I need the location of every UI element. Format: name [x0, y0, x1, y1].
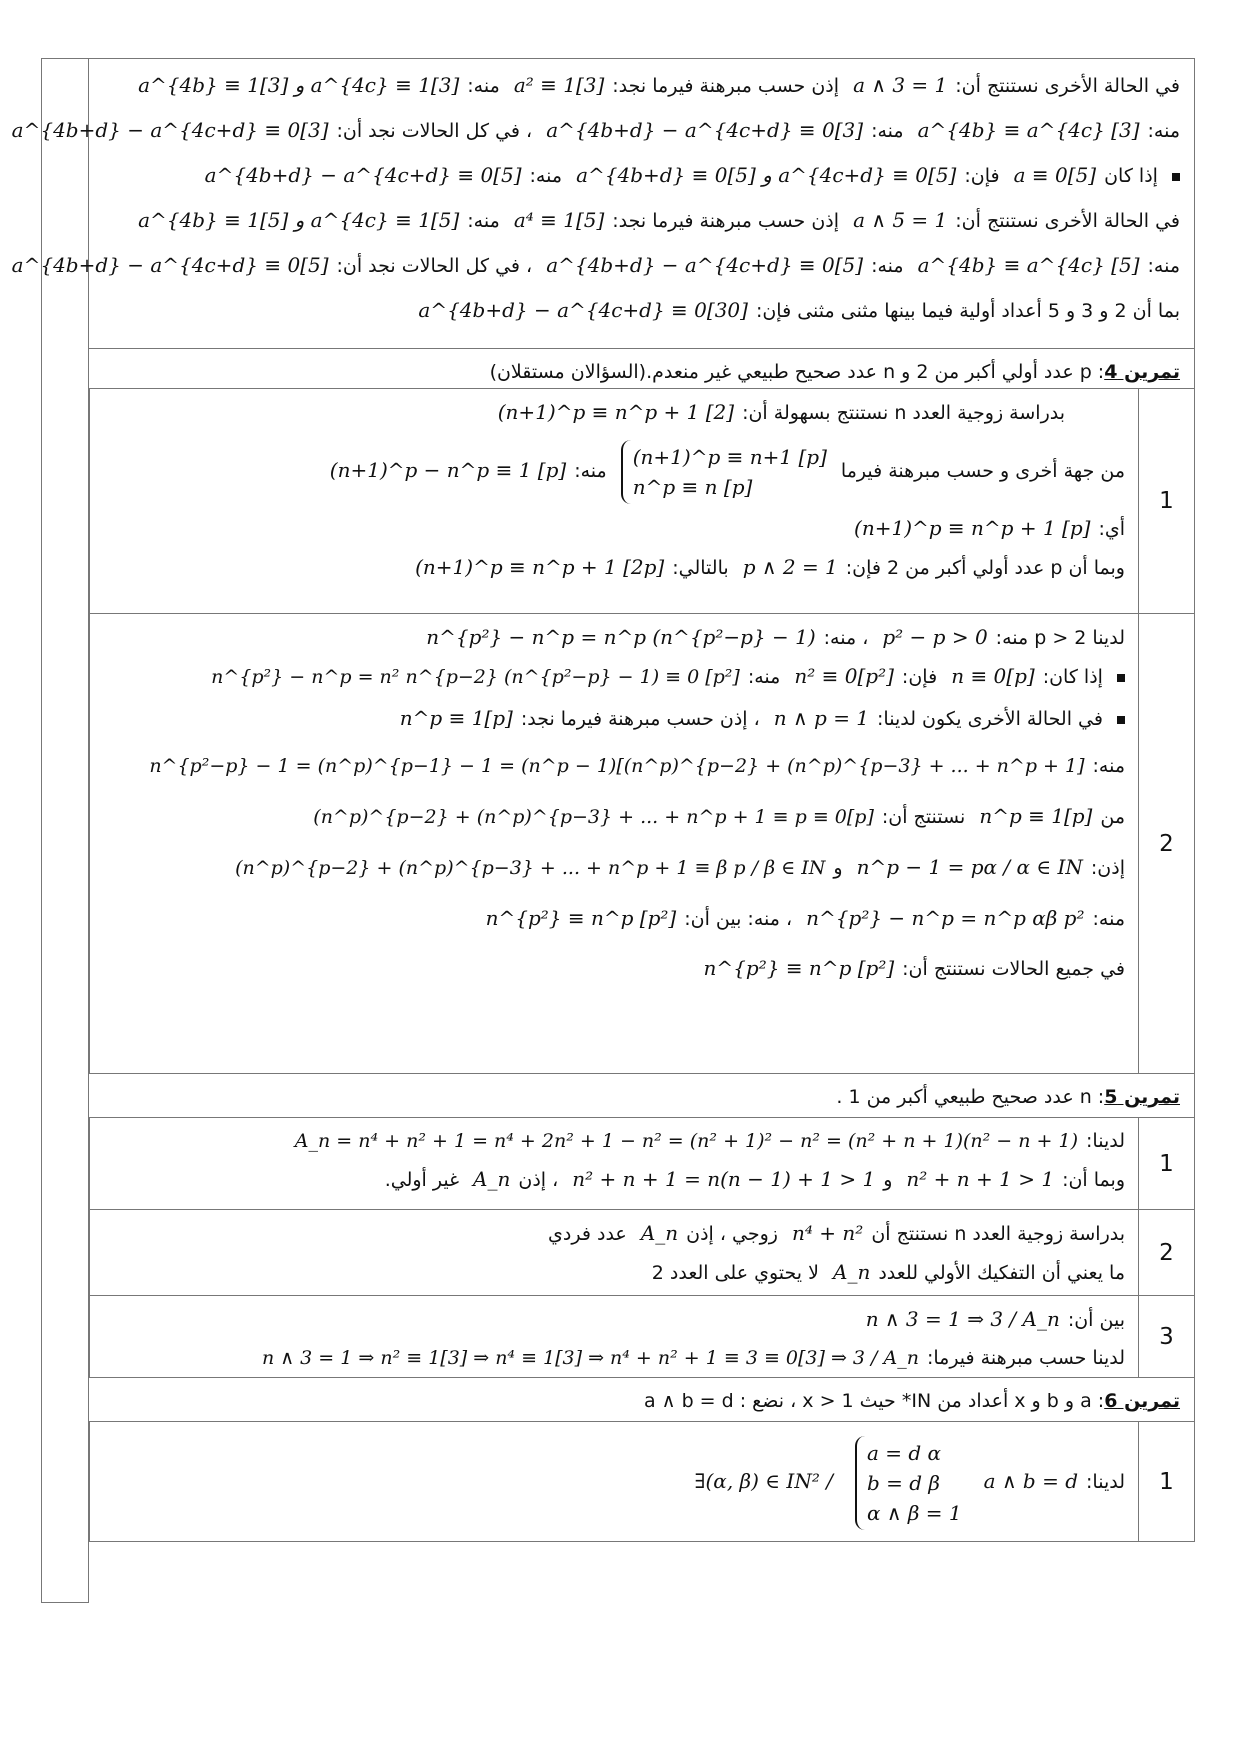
- question-number: 3: [1138, 1296, 1194, 1377]
- bullet-icon: [1172, 173, 1180, 181]
- text-line: منه:n^{p²−p} − 1 = (n^p)^{p−1} − 1 = (n^p − 1)[(n^p)^{p−2} + (n^p)^{p−3} + ... + n^p + 1]: [149, 755, 1125, 777]
- text-line: إذا كانa ≡ 0[5] فإن:a^{4b+d} ≡ 0[5] و a^{4c+d} ≡ 0[5] منه:a^{4b+d} − a^{4c+d} ≡ 0[5]: [99, 153, 1180, 198]
- text-line: أي:(n+1)^p ≡ n^p + 1 [p]: [854, 516, 1125, 540]
- exercise-statement: : n عدد صحيح طبيعي أكبر من 1 .: [836, 1086, 1105, 1108]
- text-line: بدراسة زوجية العدد n نستنتج أنn⁴ + n² زوجي ، إذنA_n عدد فردي: [548, 1221, 1125, 1245]
- text-line: وبما أن:n² + n + 1 > 1 وn² + n + 1 = n(n − 1) + 1 > 1 ، إذنA_n غير أولي.: [384, 1167, 1125, 1191]
- text-line: في الحالة الأخرى نستنتج أن:a ∧ 3 = 1 إذن حسب مبرهنة فيرما نجد:a² ≡ 1[3] منه:a^{4b} ≡ 1[3] و a^{4c} ≡ 1[3]: [138, 73, 1180, 97]
- text-line: ما يعني أن التفكيك الأولي للعددA_n لا يحتوي على العدد 2: [651, 1260, 1125, 1284]
- continuation-block: [11, 59, 1194, 349]
- exercise-title: تمرين 6: [1104, 1390, 1180, 1412]
- equation-system: (n+1)^p ≡ n+1 [p] n^p ≡ n [p]: [621, 440, 827, 504]
- text-line: منه:n^{p²} − n^p = n^p αβ p² ، منه: بين أن:n^{p²} ≡ n^p [p²]: [485, 906, 1125, 930]
- question-number: 2: [1138, 614, 1194, 1073]
- exercise-4-question-2: [89, 614, 1194, 1074]
- bullet-icon: [1117, 716, 1125, 724]
- question-number: 2: [1138, 1210, 1194, 1295]
- text-line: بين أن:n ∧ 3 = 1 ⇒ 3 / A_n: [865, 1307, 1125, 1331]
- exercise-6-header: [89, 1378, 1194, 1422]
- exercise-4-header: [89, 349, 1194, 389]
- text-line: لدينا p > 2 منه:p² − p > 0 ، منه:n^{p²} − n^p = n^p (n^{p²−p} − 1): [426, 625, 1125, 649]
- text-line: إذن:n^p − 1 = pα / α ∈ IN و(n^p)^{p−2} + (n^p)^{p−3} + ... + n^p + 1 ≡ β p / β ∈ IN: [235, 855, 1125, 879]
- question-number: 1: [1138, 1422, 1194, 1541]
- exercise-5-header: [89, 1074, 1194, 1118]
- text-line: منه:a^{4b} ≡ a^{4c} [5] منه:a^{4b+d} − a^{4c+d} ≡ 0[5] ، في كل الحالات نجد أن:a^{4b+d} − a^{4c+d} ≡ 0[5]: [11, 253, 1180, 277]
- exercise-statement: : p عدد أولي أكبر من 2 و n عدد صحيح طبيعي غير منعدم.(السؤالان مستقلان): [489, 361, 1105, 383]
- exercise-statement: : a و b و x أعداد من IN* حيث x > 1 ، نضع : a ∧ b = d: [643, 1390, 1105, 1412]
- equation-system: a = d α b = d β α ∧ β = 1: [855, 1436, 962, 1530]
- exercise-5-question-1: [89, 1118, 1194, 1210]
- bullet-icon: [1117, 674, 1125, 682]
- text-line: إذا كان:n ≡ 0[p] فإن:n² ≡ 0[p²] منه:n^{p²} − n^p = n² n^{p−2} (n^{p²−p} − 1) ≡ 0 [p²]: [100, 657, 1125, 696]
- exercise-title: تمرين 5: [1104, 1086, 1180, 1108]
- text-line: لدينا:a ∧ b = d a = d α b = d β α ∧ β = 1 ∃(α, β) ∈ IN² /: [100, 1426, 1125, 1537]
- exercise-title: تمرين 4: [1104, 361, 1180, 383]
- text-line: في الحالة الأخرى يكون لدينا:n ∧ p = 1 ، إذن حسب مبرهنة فيرما نجد:n^p ≡ 1[p]: [100, 696, 1125, 741]
- exercise-6-question-1: [89, 1422, 1194, 1542]
- exercise-5-question-3: [89, 1296, 1194, 1378]
- text-line: في الحالة الأخرى نستنتج أن:a ∧ 5 = 1 إذن حسب مبرهنة فيرما نجد:a⁴ ≡ 1[5] منه:a^{4b} ≡ 1[5] و a^{4c} ≡ 1[5]: [138, 208, 1180, 232]
- exercise-4-question-1: [89, 389, 1194, 614]
- exercise-5-question-2: [89, 1210, 1194, 1296]
- question-number: 1: [1138, 1118, 1194, 1209]
- text-line: في جميع الحالات نستنتج أن:n^{p²} ≡ n^p [p²]: [703, 956, 1125, 980]
- text-line: من جهة أخرى و حسب مبرهنة فيرما (n+1)^p ≡ n+1 [p] n^p ≡ n [p] منه:(n+1)^p − n^p ≡ 1 [p]: [100, 432, 1125, 509]
- text-line: لدينا حسب مبرهنة فيرما:n ∧ 3 = 1 ⇒ n² ≡ 1[3] ⇒ n⁴ ≡ 1[3] ⇒ n⁴ + n² + 1 ≡ 3 ≡ 0[3] ⇒ 3 / A_n: [261, 1347, 1125, 1369]
- text-line: منه:a^{4b} ≡ a^{4c} [3] منه:a^{4b+d} − a^{4c+d} ≡ 0[3] ، في كل الحالات نجد أن:a^{4b+d} − a^{4c+d} ≡ 0[3]: [11, 118, 1180, 142]
- left-margin-column: [41, 58, 89, 1603]
- text-line: لدينا:A_n = n⁴ + n² + 1 = n⁴ + 2n² + 1 − n² = (n² + 1)² − n² = (n² + n + 1)(n² − n + 1): [294, 1130, 1125, 1152]
- question-number: 1: [1138, 389, 1194, 613]
- text-line: بما أن 2 و 3 و 5 أعداد أولية فيما بينها مثنى مثنى فإن:a^{4b+d} − a^{4c+d} ≡ 0[30]: [418, 298, 1180, 322]
- solution-table: [11, 58, 1195, 1542]
- text-line: وبما أن p عدد أولي أكبر من 2 فإن:p ∧ 2 = 1 بالتالي:(n+1)^p ≡ n^p + 1 [2p]: [415, 555, 1125, 579]
- text-line: منn^p ≡ 1[p] نستنتج أن:(n^p)^{p−2} + (n^p)^{p−3} + ... + n^p + 1 ≡ p ≡ 0[p]: [313, 804, 1125, 828]
- text-line: بدراسة زوجية العدد n نستنتج بسهولة أن:(n+1)^p ≡ n^p + 1 [2]: [497, 400, 1065, 424]
